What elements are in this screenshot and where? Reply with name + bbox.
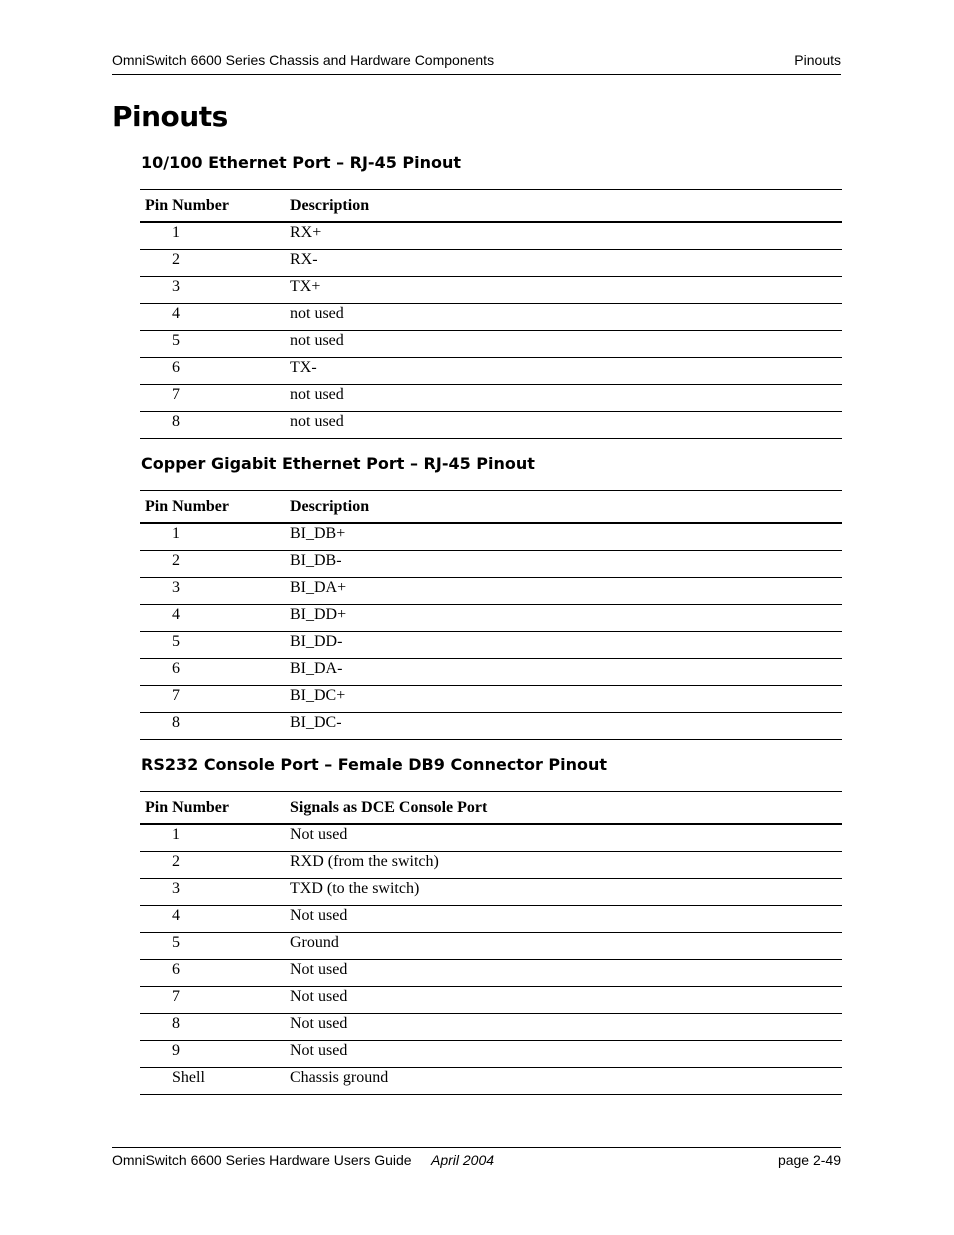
table-row bbox=[140, 331, 842, 358]
table-row bbox=[140, 304, 842, 331]
pin-description-cell: not used bbox=[285, 412, 842, 439]
table-row bbox=[140, 523, 842, 551]
table-row bbox=[140, 277, 842, 304]
table-header-row bbox=[140, 792, 842, 825]
pin-description-cell: Chassis ground bbox=[285, 1068, 842, 1095]
pin-number-cell: 6 bbox=[140, 960, 285, 987]
table-row bbox=[140, 824, 842, 852]
pin-description-cell: BI_DA- bbox=[285, 659, 842, 686]
pin-number-cell: 4 bbox=[140, 605, 285, 632]
pin-number-cell: 8 bbox=[140, 1014, 285, 1041]
pin-number-cell: 1 bbox=[140, 222, 285, 250]
table-row bbox=[140, 686, 842, 713]
pin-description-cell: TX+ bbox=[285, 277, 842, 304]
table-row bbox=[140, 987, 842, 1014]
table-body bbox=[140, 222, 842, 439]
pin-description-cell: not used bbox=[285, 304, 842, 331]
column-header-description: Description bbox=[285, 491, 842, 524]
page-title: Pinouts bbox=[112, 100, 228, 133]
pin-number-cell: 7 bbox=[140, 987, 285, 1014]
pin-number-cell: 4 bbox=[140, 906, 285, 933]
pin-number-cell: 8 bbox=[140, 713, 285, 740]
pin-number-cell: 2 bbox=[140, 852, 285, 879]
column-header-description: Description bbox=[285, 190, 842, 223]
pin-description-cell: BI_DC+ bbox=[285, 686, 842, 713]
section-heading-rs232-console: RS232 Console Port – Female DB9 Connector Pinout bbox=[141, 755, 608, 774]
pin-number-cell: 1 bbox=[140, 523, 285, 551]
footer-page-number: page 2-49 bbox=[777, 1152, 841, 1168]
table-row bbox=[140, 412, 842, 439]
pin-number-cell: 2 bbox=[140, 250, 285, 277]
pin-number-cell: 3 bbox=[140, 578, 285, 605]
table-body bbox=[140, 824, 842, 1095]
footer-guide-title: OmniSwitch 6600 Series Hardware Users Guide bbox=[112, 1152, 412, 1168]
pin-description-cell: BI_DB- bbox=[285, 551, 842, 578]
table-row bbox=[140, 1041, 842, 1068]
header-section-title: Pinouts bbox=[794, 52, 841, 68]
table-row bbox=[140, 852, 842, 879]
pin-description-cell: BI_DA+ bbox=[285, 578, 842, 605]
footer-date: April 2004 bbox=[431, 1152, 495, 1168]
pin-description-cell: RXD (from the switch) bbox=[285, 852, 842, 879]
table-row bbox=[140, 960, 842, 987]
pin-number-cell: 1 bbox=[140, 824, 285, 852]
pin-description-cell: Not used bbox=[285, 1041, 842, 1068]
table-row bbox=[140, 879, 842, 906]
header-chapter-title: OmniSwitch 6600 Series Chassis and Hardware Components bbox=[112, 52, 495, 68]
page-footer bbox=[112, 1147, 841, 1174]
pin-number-cell: 5 bbox=[140, 933, 285, 960]
table-body bbox=[140, 523, 842, 740]
copper-gigabit-pinout-table bbox=[140, 490, 842, 740]
table-row bbox=[140, 713, 842, 740]
pin-number-cell: 2 bbox=[140, 551, 285, 578]
pin-description-cell: Not used bbox=[285, 987, 842, 1014]
running-header bbox=[112, 50, 841, 75]
pin-description-cell: RX- bbox=[285, 250, 842, 277]
pin-number-cell: 8 bbox=[140, 412, 285, 439]
pin-number-cell: 5 bbox=[140, 331, 285, 358]
pin-number-cell: 6 bbox=[140, 659, 285, 686]
pin-description-cell: Not used bbox=[285, 824, 842, 852]
pin-number-cell: Shell bbox=[140, 1068, 285, 1095]
pin-description-cell: TXD (to the switch) bbox=[285, 879, 842, 906]
table-row bbox=[140, 933, 842, 960]
pin-description-cell: Not used bbox=[285, 960, 842, 987]
section-heading-ethernet: 10/100 Ethernet Port – RJ-45 Pinout bbox=[141, 153, 462, 172]
pin-number-cell: 9 bbox=[140, 1041, 285, 1068]
pin-number-cell: 6 bbox=[140, 358, 285, 385]
pin-number-cell: 3 bbox=[140, 879, 285, 906]
ethernet-pinout-table bbox=[140, 189, 842, 439]
table-row bbox=[140, 385, 842, 412]
pin-number-cell: 7 bbox=[140, 385, 285, 412]
pin-description-cell: Not used bbox=[285, 1014, 842, 1041]
column-header-signals: Signals as DCE Console Port bbox=[285, 792, 842, 825]
section-heading-copper-gigabit: Copper Gigabit Ethernet Port – RJ-45 Pinout bbox=[141, 454, 535, 473]
pin-number-cell: 3 bbox=[140, 277, 285, 304]
pin-description-cell: BI_DB+ bbox=[285, 523, 842, 551]
table-row bbox=[140, 659, 842, 686]
table-row bbox=[140, 1068, 842, 1095]
column-header-pin-number: Pin Number bbox=[140, 491, 285, 524]
table-row bbox=[140, 1014, 842, 1041]
table-row bbox=[140, 551, 842, 578]
pin-description-cell: Ground bbox=[285, 933, 842, 960]
table-row bbox=[140, 250, 842, 277]
column-header-pin-number: Pin Number bbox=[140, 190, 285, 223]
pin-description-cell: not used bbox=[285, 385, 842, 412]
pin-number-cell: 5 bbox=[140, 632, 285, 659]
column-header-pin-number: Pin Number bbox=[140, 792, 285, 825]
table-row bbox=[140, 906, 842, 933]
pin-number-cell: 4 bbox=[140, 304, 285, 331]
table-row bbox=[140, 222, 842, 250]
pin-description-cell: TX- bbox=[285, 358, 842, 385]
rs232-console-pinout-table bbox=[140, 791, 842, 1095]
table-header-row bbox=[140, 491, 842, 524]
table-row bbox=[140, 358, 842, 385]
table-row bbox=[140, 578, 842, 605]
pin-description-cell: BI_DD+ bbox=[285, 605, 842, 632]
pin-description-cell: Not used bbox=[285, 906, 842, 933]
pin-number-cell: 7 bbox=[140, 686, 285, 713]
table-row bbox=[140, 605, 842, 632]
pin-description-cell: BI_DD- bbox=[285, 632, 842, 659]
pin-description-cell: not used bbox=[285, 331, 842, 358]
table-row bbox=[140, 632, 842, 659]
table-header-row bbox=[140, 190, 842, 223]
pin-description-cell: BI_DC- bbox=[285, 713, 842, 740]
pin-description-cell: RX+ bbox=[285, 222, 842, 250]
